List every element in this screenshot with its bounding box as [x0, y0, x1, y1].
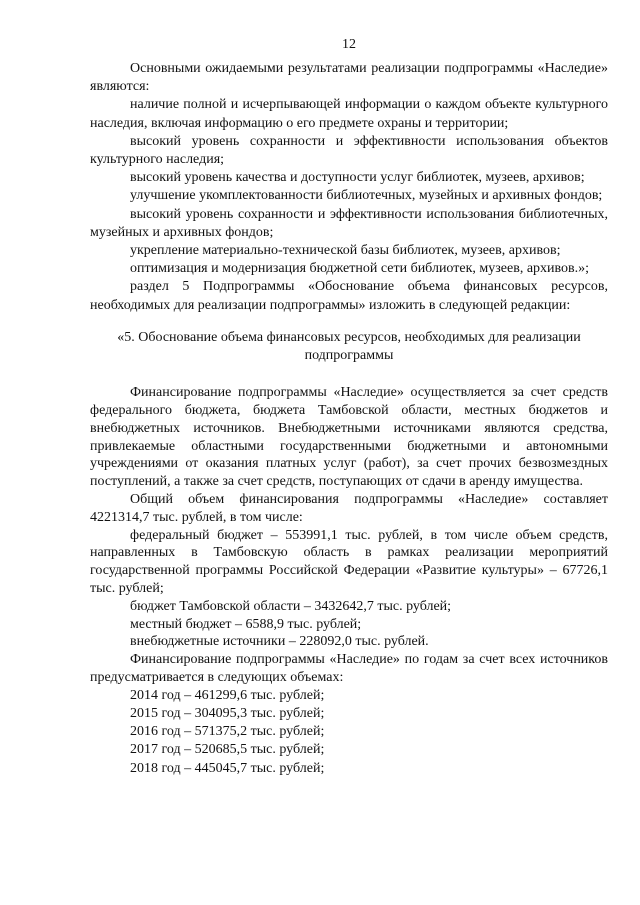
document-page — [90, 0, 608, 905]
paragraph-extrabudgetary: внебюджетные источники – 228092,0 тыс. рублей. — [130, 634, 429, 650]
paragraph-network-optimization: оптимизация и модернизация бюджетной сети библиотек, музеев, архивов.»; — [130, 261, 590, 277]
paragraph-section-amendment: раздел 5 Подпрограммы «Обоснование объема финансовых ресурсов, необходимых для реализации подпрограммы» изложить в следующей редакции: — [90, 279, 608, 313]
paragraph-federal-budget: федеральный бюджет – 553991,1 тыс. рублей, в том числе объем средств, направленных в Тамбовскую область в рамках реализации мероприятий государственной программы Российской Федерации «Развитие культуры» – 67726,1 тыс. рублей; — [90, 527, 608, 597]
paragraph-info-completeness: наличие полной и исчерпывающей информации о каждом объекте культурного наследия, включая информацию о его предмете охраны и территории; — [90, 97, 608, 131]
paragraph-total-volume: Общий объем финансирования подпрограммы «Наследие» составляет 4221314,7 тыс. рублей, в том числе: — [90, 492, 608, 525]
year-line-2018: 2018 год – 445045,7 тыс. рублей; — [130, 760, 325, 776]
paragraph-material-base: укрепление материально-технической базы библиотек, музеев, архивов; — [130, 243, 561, 259]
year-line-2016: 2016 год – 571375,2 тыс. рублей; — [130, 724, 325, 740]
paragraph-fund-completeness: улучшение укомплектованности библиотечных, музейных и архивных фондов; — [130, 188, 603, 204]
paragraph-expected-results: Основными ожидаемыми результатами реализации подпрограммы «Наследие» являются: — [90, 61, 608, 95]
year-line-2015: 2015 год – 304095,3 тыс. рублей; — [130, 706, 325, 721]
paragraph-heritage-preservation: высокий уровень сохранности и эффективности использования объектов культурного наследия; — [90, 133, 608, 168]
section-heading: «5. Обоснование объема финансовых ресурсов, необходимых для реализации подпрограммы — [117, 329, 581, 364]
document-body — [90, 60, 608, 778]
year-line-2017: 2017 год – 520685,5 тыс. рублей; — [130, 742, 325, 758]
year-line-2014: 2014 год – 461299,6 тыс. рублей; — [130, 687, 325, 703]
paragraph-local-budget: местный бюджет – 6588,9 тыс. рублей; — [130, 616, 362, 632]
paragraph-financing-sources: Финансирование подпрограммы «Наследие» осуществляется за счет средств федерального бюджета, бюджета Тамбовской области, местных бюджетов и внебюджетных источников. Внебюджетными источниками являются средства, привлекаемые областными государственными бюджетными и автономными учреждениями от оказания платных услуг (работ), за счет прочих безвозмездных поступлений, а также за счет средств, поступающих от сдачи в аренду имущества. — [90, 385, 608, 490]
paragraph-service-quality: высокий уровень качества и доступности услуг библиотек, музеев, архивов; — [130, 170, 585, 186]
paragraph-regional-budget: бюджет Тамбовской области – 3432642,7 тыс. рублей; — [130, 598, 452, 614]
paragraph-fund-preservation: высокий уровень сохранности и эффективности использования библиотечных, музейных и архивных фондов; — [90, 206, 608, 240]
paragraph-financing-by-year: Финансирование подпрограммы «Наследие» по годам за счет всех источников предусматривается в следующих объемах: — [90, 652, 608, 685]
page-number: 12 — [342, 37, 356, 52]
